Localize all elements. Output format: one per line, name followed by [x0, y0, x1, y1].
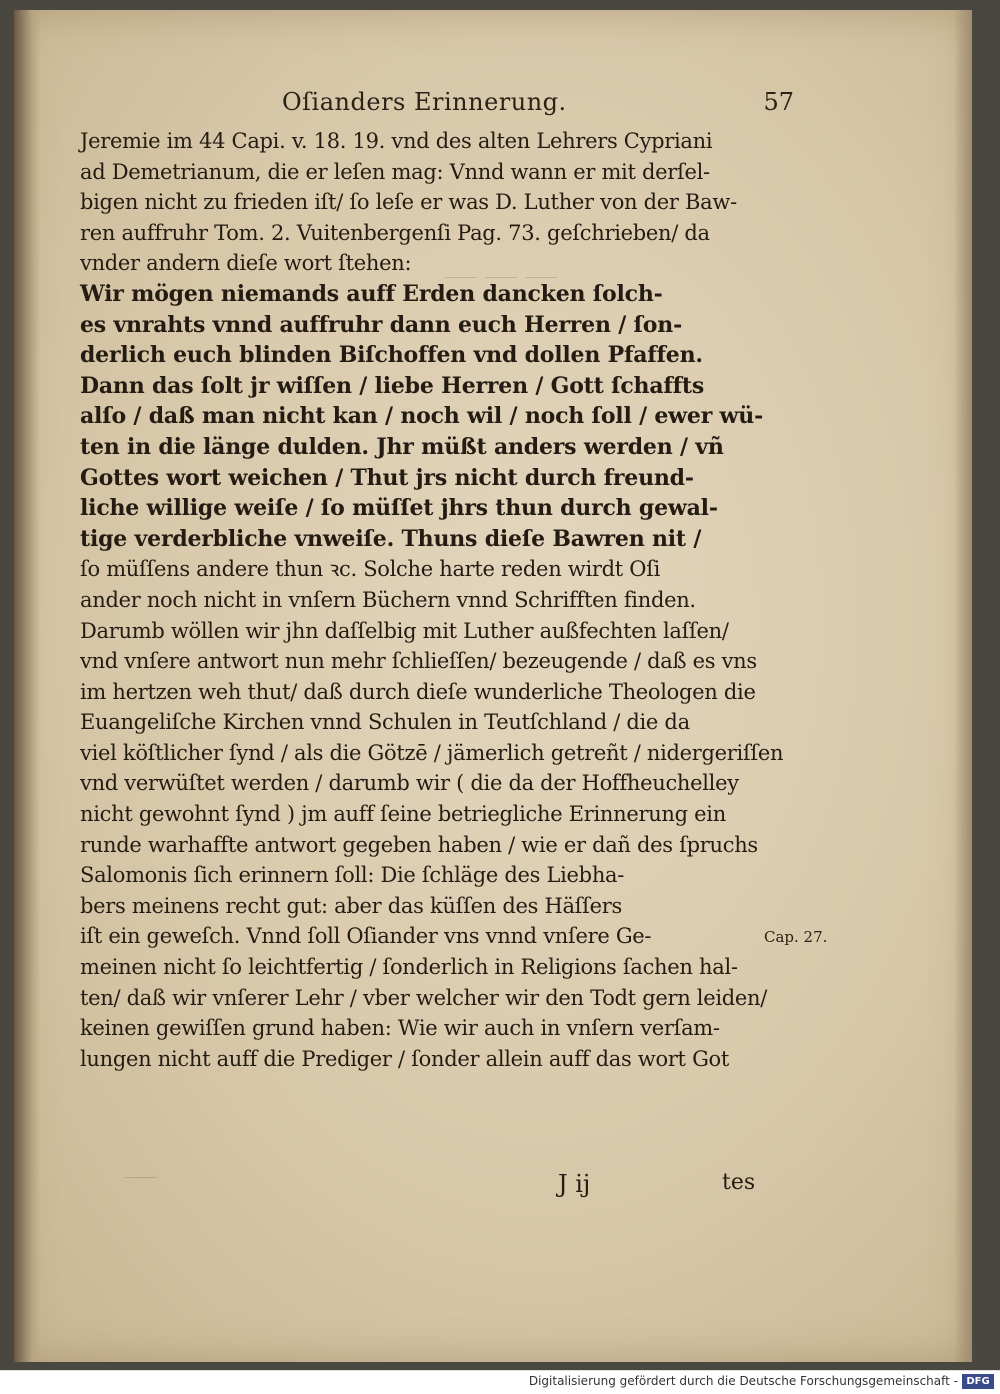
text-line: ad Demetrianum, die er leſen mag: Vnnd wann er mit derſel- [80, 159, 710, 184]
text-line: vnd vnſere antwort nun mehr ſchlieſſen/ bezeugende / daß es vns [80, 649, 757, 674]
text-line: ander noch nicht in vnſern Büchern vnnd Schrifften finden. [80, 587, 696, 612]
text-line: Darumb wöllen wir jhn daſſelbig mit Luther außfechten laſſen/ [80, 618, 729, 643]
text-line: iſt ein geweſch. Vnnd ſoll Oſiander vns vnnd vnſere Ge- [80, 924, 652, 949]
text-line: nicht gewohnt ſynd ) jm auff ſeine betriegliche Erinnerung ein [80, 802, 726, 827]
text-line: viel köſtlicher ſynd / als die Götzē / jämerlich getreñt / nidergeriſſen [80, 740, 784, 765]
dfg-logo: DFG [962, 1374, 994, 1389]
text-line: ten/ daß wir vnſerer Lehr / vber welcher wir den Todt gern leiden/ [80, 985, 768, 1010]
catchword: tes [722, 1170, 756, 1195]
running-title: Oſianders Erinnerung. [282, 88, 567, 116]
text-line: bigen nicht zu frieden iſt/ ſo leſe er was D. Luther von der Baw- [80, 190, 737, 215]
show-through-text: ⸺ ⸺ ⸺ [444, 264, 559, 288]
text-line: Salomonis ſich erinnern ſoll: Die ſchläge des Liebha- [80, 863, 625, 888]
text-line: vnder andern dieſe wort ſtehen: [80, 251, 412, 276]
text-line: es vnrahts vnnd auffruhr dann euch Herren / ſon- [80, 311, 682, 338]
digitization-footer [0, 1370, 1000, 1394]
text-line: keinen gewiſſen grund haben: Wie wir auch in vnſern verſam- [80, 1016, 720, 1041]
running-head [54, 88, 794, 122]
text-line: meinen nicht ſo leichtfertig / ſonderlich in Religions ſachen hal- [80, 955, 738, 980]
text-line: Jeremie im 44 Capi. v. 18. 19. vnd des alten Lehrers Cypriani [80, 129, 713, 153]
page-gutter-shadow [14, 10, 40, 1362]
text-line: tige verderbliche vnweiſe. Thuns dieſe Bawren nit / [80, 525, 702, 552]
text-line: im hertzen weh thut/ daß durch dieſe wunderliche Theologen die [80, 679, 756, 704]
text-line: lungen nicht auff die Prediger / ſonder allein auff das wort Got [80, 1046, 730, 1071]
text-line: vnd verwüſtet werden / darumb wir ( die da der Hoffheuchelley [80, 771, 739, 796]
footer-credit: Digitalisierung gefördert durch die Deutsche Forschungsgemeinschaft - [528, 1374, 958, 1388]
margin-note: Cap. 27. [764, 928, 828, 946]
text-line: alſo / daß man nicht kan / noch wil / noch ſoll / ewer wü- [80, 403, 764, 430]
signature-mark: J ij [558, 1170, 591, 1198]
text-line: ren auffruhr Tom. 2. Vuitenbergenſi Pag. 73. geſchrieben/ da [80, 220, 710, 245]
text-line: bers meinens recht gut: aber das küſſen des Häſſers [80, 893, 622, 918]
book-page [14, 10, 972, 1362]
page-number: 57 [763, 88, 794, 116]
page-edge [954, 10, 972, 1362]
text-line: ten in die länge dulden. Jhr müßt anders werden / vñ [80, 433, 724, 460]
text-line: Dann das ſolt jr wiſſen / liebe Herren / Gott ſchaffts [80, 372, 705, 399]
show-through-text: ⸺ [124, 1164, 158, 1188]
text-line: Euangeliſche Kirchen vnnd Schulen in Teutſchland / die da [80, 710, 690, 735]
text-line: derlich euch blinden Biſchoffen vnd dollen Pfaffen. [80, 342, 703, 369]
text-line: Wir mögen niemands auff Erden dancken ſolch- [80, 280, 663, 307]
body-text [80, 126, 784, 1074]
text-line: ſo müſſens andere thun ꝛc. Solche harte reden wirdt Oſi [80, 557, 661, 582]
text-line: runde warhaffte antwort gegeben haben / wie er dañ des ſpruchs [80, 832, 758, 857]
text-line: liche willige weiſe / ſo müſſet jhrs thun durch gewal- [80, 495, 718, 522]
text-line: Gottes wort weichen / Thut jrs nicht durch freund- [80, 464, 694, 491]
